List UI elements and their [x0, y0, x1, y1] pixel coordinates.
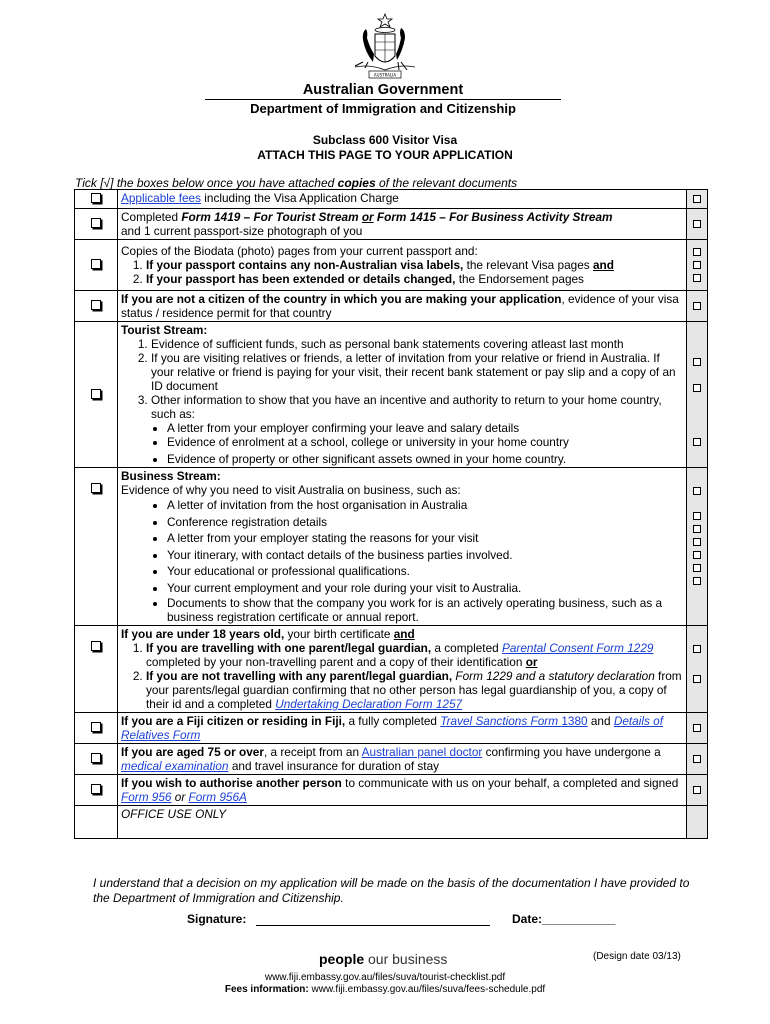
- table-row: Completed Form 1419 – For Tourist Stream or Form 1415 – For Business Activity Stream and 1 current passport-size photograph of you: [75, 209, 708, 240]
- svg-text:AUSTRALIA: AUSTRALIA: [373, 72, 397, 78]
- office-checkbox[interactable]: [693, 755, 701, 763]
- parental-consent-form-link[interactable]: Parental Consent Form 1229: [501, 641, 654, 655]
- department-title: Department of Immigration and Citizenship: [250, 101, 516, 116]
- office-checkbox[interactable]: [693, 675, 701, 683]
- header-divider: [205, 99, 561, 100]
- office-checkbox[interactable]: [693, 512, 701, 520]
- table-row: [75, 806, 708, 839]
- office-checkbox[interactable]: [693, 195, 701, 203]
- form-956a-link[interactable]: Form 956A: [188, 790, 247, 804]
- checkbox-aged-75[interactable]: [91, 753, 101, 763]
- office-checkbox[interactable]: [693, 274, 701, 282]
- government-title: Australian Government: [302, 82, 464, 98]
- checklist-url[interactable]: www.fiji.embassy.gov.au/files/suva/tourist-checklist.pdf: [264, 972, 506, 983]
- coat-of-arms-logo: [335, 12, 435, 82]
- table-row: Applicable fees including the Visa Application Charge: [75, 190, 708, 209]
- office-checkbox[interactable]: [693, 525, 701, 533]
- office-use-label: OFFICE USE ONLY: [121, 807, 227, 821]
- office-checkbox[interactable]: [693, 358, 701, 366]
- declaration-text: I understand that a decision on my application will be made on the basis of the documentation I have provided to the Department of Immigration and Citizenship.: [93, 876, 690, 905]
- office-checkbox[interactable]: [693, 220, 701, 228]
- table-row: If you are not a citizen of the country in which you are making your application, evidence of your visa status / residence permit for that country: [75, 291, 708, 322]
- undertaking-declaration-form-link[interactable]: Undertaking Declaration Form 1257: [275, 697, 463, 711]
- office-checkbox[interactable]: [693, 564, 701, 572]
- checkbox-business[interactable]: [91, 483, 101, 493]
- checkbox-citizen[interactable]: [91, 300, 101, 310]
- checkbox-authorise[interactable]: [91, 784, 101, 794]
- table-row: Copies of the Biodata (photo) pages from your current passport and: 1. If your passport contains any non-Australian visa labels, the relevant Visa pages and 2. If your passport has been extended or details changed, the Endorsement pages: [75, 240, 708, 291]
- office-checkbox[interactable]: [693, 248, 701, 256]
- applicable-fees-link[interactable]: Applicable fees: [121, 191, 202, 205]
- date-field[interactable]: Date:___________: [512, 912, 616, 926]
- checkbox-forms[interactable]: [91, 218, 101, 228]
- checkbox-tourist[interactable]: [91, 389, 101, 399]
- table-row: If you are a Fiji citizen or residing in Fiji, a fully completed Travel Sanctions Form 1380 and Details of Relatives Form: [75, 713, 708, 744]
- office-checkbox[interactable]: [693, 551, 701, 559]
- office-checkbox[interactable]: [693, 384, 701, 392]
- checkbox-fiji[interactable]: [91, 722, 101, 732]
- office-checkbox[interactable]: [693, 302, 701, 310]
- attach-instruction: ATTACH THIS PAGE TO YOUR APPLICATION: [257, 148, 513, 162]
- visa-subclass-title: Subclass 600 Visitor Visa: [312, 133, 458, 147]
- signature-label: Signature:: [187, 912, 247, 926]
- table-row: If you are aged 75 or over, a receipt from an Australian panel doctor confirming you have undergone a medical examination and travel insurance for duration of stay: [75, 744, 708, 775]
- table-row: If you wish to authorise another person to communicate with us on your behalf, a completed and signed Form 956 or Form 956A: [75, 775, 708, 806]
- document-checklist-table: [74, 189, 708, 839]
- table-row: If you are under 18 years old, your birth certificate and 1. If you are travelling with one parent/legal guardian, a completed Parental Consent Form 1229 completed by your non-travelling parent and a copy of their identification or 2. If you are not travelling with any parent/legal guardian, Form 1229 and a statutory declaration from your parents/legal guardian confirming that no other person has legal guardianship of you, a copy of their id and a completed Undertaking Declaration Form 1257: [75, 626, 708, 713]
- travel-sanctions-form-link[interactable]: Travel Sanctions Form 1380: [440, 714, 588, 728]
- signature-field[interactable]: [256, 925, 490, 926]
- table-row: Business Stream: Evidence of why you need to visit Australia on business, such as: • A letter of invitation from the host organisation in Australia • Conference registration details • A letter from your employer stating the reasons for your visit • Your itinerary, with contact details of the business parties involved. • Your educational or professional qualifications. • Your current employment and your role during your visit to Australia. • Documents to show that the company you work for is an actively operating business, such as a business registration certificate or annual report.: [75, 468, 708, 626]
- details-of-relatives-form-link[interactable]: Details of Relatives Form: [121, 714, 664, 742]
- office-checkbox[interactable]: [693, 577, 701, 585]
- checkbox-biodata[interactable]: [91, 259, 101, 269]
- office-checkbox[interactable]: [693, 487, 701, 495]
- panel-doctor-link[interactable]: Australian panel doctor: [361, 745, 483, 759]
- table-row: Tourist Stream: 1. Evidence of sufficient funds, such as personal bank statements covering atleast last month 2. If you are visiting relatives or friends, a letter of invitation from your relative or friend in Australia. If your relative or friend is paying for your visit, their recent bank statement or pay slip and a copy of an ID document 3. Other information to show that you have an incentive and authority to return to your home country, such as: • A letter from your employer confirming your leave and salary details • Evidence of enrolment at a school, college or university in your home country • Evidence of property or other significant assets owned in your home country.: [75, 322, 708, 468]
- office-checkbox[interactable]: [693, 538, 701, 546]
- office-checkbox[interactable]: [693, 645, 701, 653]
- form-956-link[interactable]: Form 956: [121, 790, 172, 804]
- checkbox-fees[interactable]: [91, 193, 101, 203]
- office-checkbox[interactable]: [693, 438, 701, 446]
- fees-url[interactable]: www.fiji.embassy.gov.au/files/suva/fees-schedule.pdf: [308, 984, 546, 995]
- office-checkbox[interactable]: [693, 261, 701, 269]
- design-date: (Design date 03/13): [593, 951, 681, 962]
- slogan: people our business: [319, 951, 448, 967]
- medical-examination-link[interactable]: medical examination: [121, 759, 229, 773]
- fees-information: Fees information: www.fiji.embassy.gov.au/files/suva/fees-schedule.pdf: [224, 984, 546, 995]
- office-checkbox[interactable]: [693, 786, 701, 794]
- tick-instruction: Tick [√] the boxes below once you have attached copies of the relevant documents: [75, 176, 518, 190]
- checkbox-under-18[interactable]: [91, 641, 101, 651]
- office-checkbox[interactable]: [693, 724, 701, 732]
